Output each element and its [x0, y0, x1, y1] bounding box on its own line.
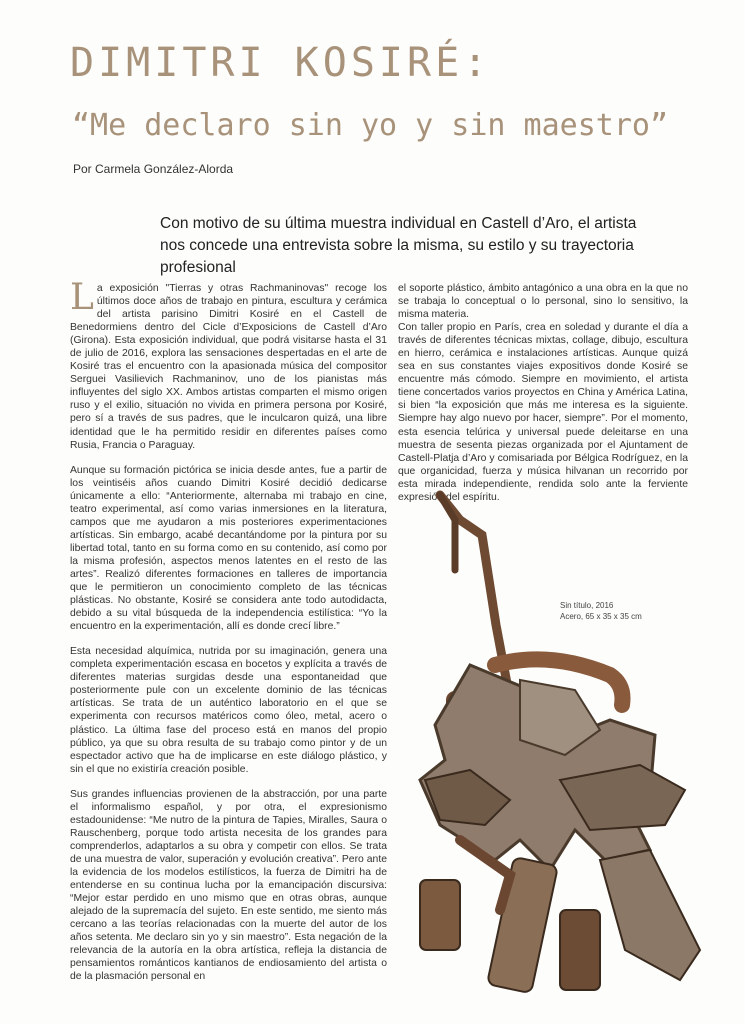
- paragraph-text: a exposición "Tierras y otras Rachmaninovas" recoge los últimos doce años de trabajo en pintura, escultura y cerámica del artista parisino Dimitri Kosiré en el Castell de Benedormiens dentro del Cicle d’Exposicions de Castell d’Aro (Girona). Esta exposición individual, que podrá visitarse hasta el 31 de julio de 2016, explora las sensaciones despertadas en el arte de Kosiré tras el encuentro con la apasionada música del compositor Serguei Vasilievich Rachmaninov, uno de los pianistas más influyentes del siglo XX. Ambos artistas comparten el mismo origen ruso y el exilio, situación no vivida en primera persona por Kosiré, pero sí a través de sus padres, que le inculcaron quizá, una libre identidad que le ha permitido residir en diferentes países como Rusia, Francia o Paraguay.: [70, 283, 387, 451]
- caption-details: Acero, 65 x 35 x 35 cm: [560, 612, 642, 621]
- paragraph: el soporte plástico, ámbito antagónico a una obra en la que no se trabaja lo conceptual o lo personal, sino lo sensitivo, la misma materia.: [398, 283, 688, 321]
- paragraph: Sus grandes influencias provienen de la abstracción, por una parte el informalismo español, y por otra, el expresionismo estadounidense: “Me nutro de la pintura de Tapies, Miralles, Saura o Rauschenberg, porque todo artista necesita de los grandes para comprenderlos, adaptarlos a su obra y competir con ellos. Se trata de una muestra de valor, superación y evolución creativa”. Pero ante la evidencia de los modelos estilísticos, la fuerza de Dimitri ha de entenderse en su continua lucha por la emancipación discursiva: “Mejor estar perdido en uno mismo que en otras obras, aunque alejado de la supremacía del sujeto. En este sentido, me siento más cercano a las teorías relacionadas con la muerte del autor de los años setenta. Me declaro sin yo y sin maestro”. Esta negación de la relevancia de la autoría en la obra artística, refleja la distancia de pensamientos románticos kantianos de endiosamiento del artista o de la plasmación personal en: [70, 788, 387, 983]
- paragraph: Con taller propio en París, crea en soledad y durante el día a través de diferentes técnicas mixtas, collage, dibujo, escultura en hierro, cerámica e instalaciones artísticas. Aunque quizá sea en sus constantes viajes expositivos donde Kosiré se encuentre más cómodo. Siempre en movimiento, el artista tiene concertados varios proyectos en China y América Latina, si bien “la exposición que más me interesa es la siguiente. Siempre hay algo nuevo por hacer, siempre”. Por el momento, esta esencia telúrica y universal puede deleitarse en una muestra de sesenta piezas organizada por el Ajuntament de Castell-Platja d’Aro y comisariada por Bélgica Rodríguez, en la que organicidad, fuerza y música hilvanan un recorrido por esta mirada independiente, rendida solo ante la ferviente expresión del espíritu.: [398, 322, 688, 503]
- photo-caption: [560, 600, 642, 622]
- page-title: DIMITRI KOSIRÉ:: [70, 40, 492, 86]
- sculpture-photo: [400, 480, 720, 1010]
- drop-cap: L: [70, 277, 94, 318]
- paragraph: Esta necesidad alquímica, nutrida por su imaginación, genera una completa experimentación escasa en bocetos y explícita a través de diferentes materias surgidas desde una espontaneidad que posteriormente pule con un excelente dominio de las técnicas artísticas. Se trata de un auténtico laboratorio en el que se experimenta con recursos matéricos como óleo, metal, acero o plástico. La última fase del proceso está en manos del propio público, ya que su obra resulta de su trabajo como pintor y de un espectador activo que ha de implicarse en este diálogo plástico, y sin el que no existiría creación posible.: [70, 646, 387, 775]
- article-column-left: [70, 277, 387, 995]
- page-subtitle: “Me declaro sin yo y sin maestro”: [72, 108, 669, 143]
- byline: Por Carmela González-Alorda: [73, 162, 234, 176]
- paragraph: Aunque su formación pictórica se inicia desde antes, fue a partir de los veintiséis años cuando Dimitri Kosiré decidió dedicarse únicamente a ello: “Anteriormente, alternaba mi trabajo en cine, teatro experimental, así como varias inmersiones en la literatura, campos que me ayudaron a mis posteriores experimentaciones artísticas. Sin embargo, acabé decantándome por la pintura por su libertad total, tanto en su forma como en su contenido, así como por la misma profesión, aspectos menos latentes en el resto de las artes”. Realizó diferentes formaciones en talleres de importancia que le permitieron un conocimiento completo de las técnicas plásticas. No obstante, Kosiré se considera ante todo autodidacta, debido a su vital búsqueda de la independencia estilística: “Yo la encuentro en la experimentación, allí es donde crecí libre.”: [70, 464, 387, 633]
- caption-title: Sin título, 2016: [560, 601, 614, 610]
- lede: Con motivo de su última muestra individual en Castell d’Aro, el artista nos concede una entrevista sobre la misma, su estilo y su trayectoria profesional: [160, 215, 637, 276]
- paragraph: [70, 277, 387, 452]
